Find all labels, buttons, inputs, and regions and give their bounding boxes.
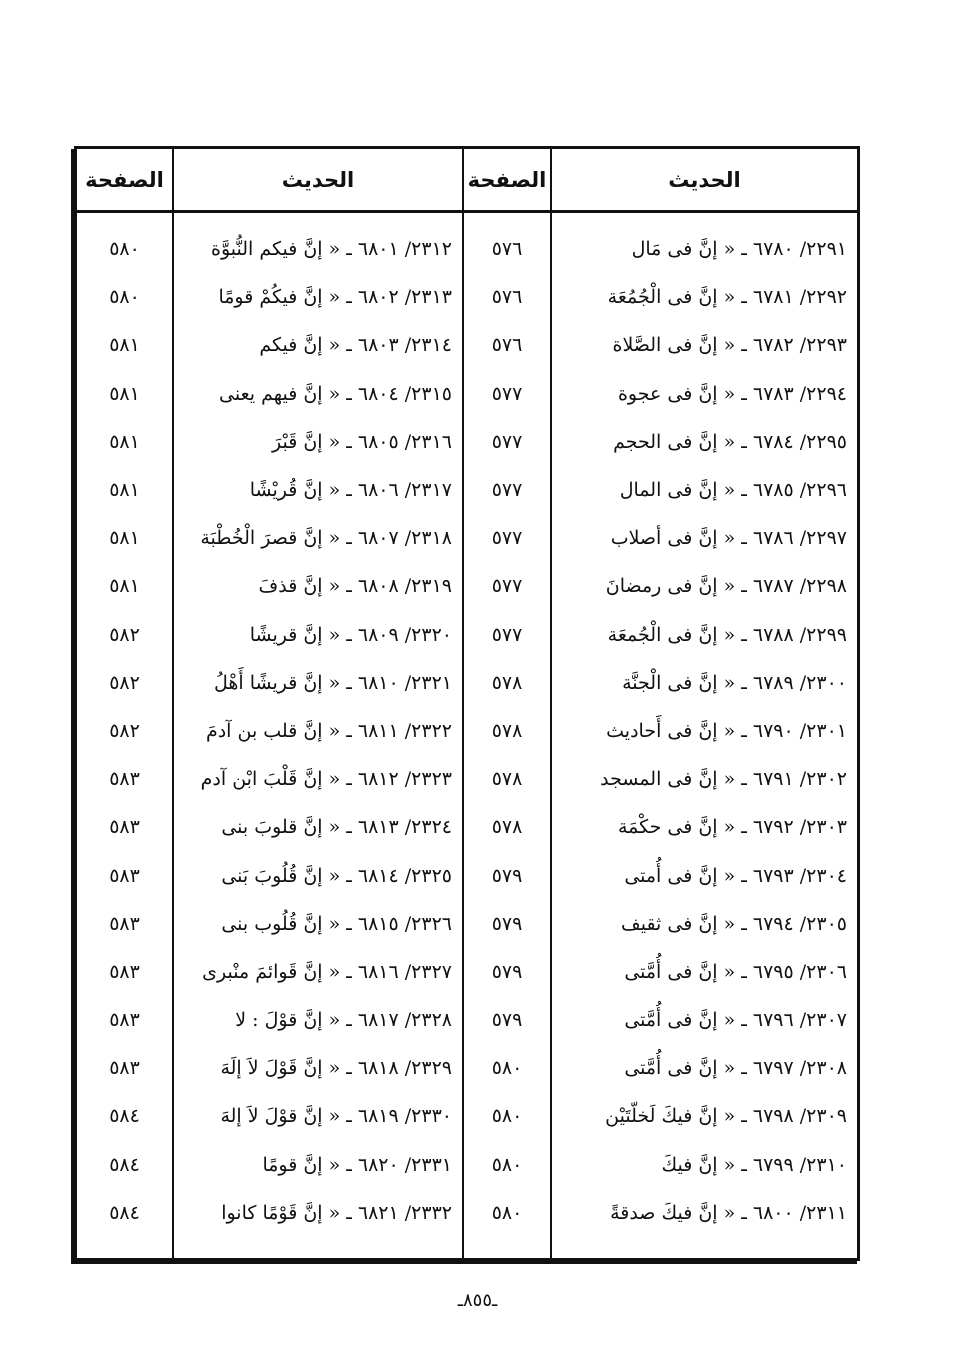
page-ref: ٥٧٩ (491, 1009, 523, 1032)
page-ref: ٥٨٤ (109, 1105, 140, 1128)
page-ref: ٥٨١ (109, 382, 140, 405)
hadith-entry: ٢٣٣١/ ٦٨٢٠ ـ « إنَّ قومًا (262, 1153, 452, 1176)
hadith-entry: ٢٣١٥/ ٦٨٠٤ ـ « إنَّ فيهم يعنى (219, 382, 452, 405)
hadith-entry: ٢٣٢٩/ ٦٨١٨ ـ « إنَّ قَوْلَ لاَ إلَهَ (220, 1057, 452, 1080)
hadith-entry: ٢٣٢٠/ ٦٨٠٩ ـ « إنَّ قريشًا (249, 623, 452, 646)
page-ref: ٥٧٦ (491, 334, 523, 357)
page-ref: ٥٨٣ (109, 912, 140, 935)
hadith-entry: ٢٢٩٨/ ٦٧٨٧ ـ « إنَّ فى رمضانَ (605, 575, 847, 598)
hadith-entry: ٢٣٠٧/ ٦٧٩٦ ـ « إنَّ فى أُمَّتى (624, 1009, 847, 1032)
hadith-entry: ٢٣٢٣/ ٦٨١٢ ـ « إنَّ قَلْبَ ابْن آدم (200, 768, 452, 791)
page-ref: ٥٨٣ (109, 960, 140, 983)
header-hadith-left: الحديث (172, 149, 462, 213)
page-ref: ٥٧٨ (491, 671, 523, 694)
hadith-entry: ٢٣٠٥/ ٦٧٩٤ ـ « إنَّ فى ثقيف (621, 912, 847, 935)
hadith-entry: ٢٢٩٧/ ٦٧٨٦ ـ « إنَّ فى أصلاب (610, 527, 847, 550)
page-ref: ٥٨٠ (491, 1057, 523, 1080)
page-ref: ٥٨٣ (109, 1009, 140, 1032)
hadith-entry: ٢٣١٩/ ٦٨٠٨ ـ « إنَّ قذفَ (258, 575, 452, 598)
hadith-entry: ٢٣٣٠/ ٦٨١٩ ـ « إنَّ قوْلَ لاَ إلهَ (220, 1105, 452, 1128)
page-ref: ٥٧٩ (491, 960, 523, 983)
page-ref: ٥٧٩ (491, 864, 523, 887)
page-ref: ٥٧٨ (491, 719, 523, 742)
page-ref: ٥٨٢ (109, 719, 140, 742)
hadith-entry: ٢٣١٠/ ٦٧٩٩ ـ « إنَّ فيكَ (661, 1153, 847, 1176)
page-column-left (77, 213, 172, 1258)
hadith-entry: ٢٣٠٣/ ٦٧٩٢ ـ « إنَّ فى حكْمَة (617, 816, 847, 839)
page-ref: ٥٧٧ (491, 575, 523, 598)
page-ref: ٥٨٣ (109, 1057, 140, 1080)
hadith-entry: ٢٣٠٦/ ٦٧٩٥ ـ « إنَّ فى أُمَّتى (624, 960, 847, 983)
hadith-entry: ٢٢٩٥/ ٦٧٨٤ ـ « إنَّ فى الحجم (613, 430, 847, 453)
page-ref: ٥٨١ (109, 527, 140, 550)
hadith-entry: ٢٢٩٩/ ٦٧٨٨ ـ « إنَّ فى الْجُمعَة (607, 623, 847, 646)
page-ref: ٥٧٧ (491, 479, 523, 502)
page-ref: ٥٧٧ (491, 430, 523, 453)
hadith-entry: ٢٣١٤/ ٦٨٠٣ ـ « إنَّ فيكم (259, 334, 452, 357)
index-table (74, 146, 860, 1261)
page-ref: ٥٨١ (109, 479, 140, 502)
hadith-entry: ٢٣٠٠/ ٦٧٨٩ ـ « إنَّ فى الْجنَّة (622, 671, 847, 694)
hadith-entry: ٢٣١١/ ٦٨٠٠ ـ « إنَّ فيكَ صدقةً (610, 1201, 847, 1224)
page-ref: ٥٨٣ (109, 768, 140, 791)
hadith-entry: ٢٣٠١/ ٦٧٩٠ ـ « إنَّ فى أَحاديث (606, 719, 847, 742)
hadith-entry: ٢٣٠٩/ ٦٧٩٨ ـ « إنَّ فيكَ لَخلّتَيْن (605, 1105, 847, 1128)
page-ref: ٥٨٠ (491, 1153, 523, 1176)
hadith-entry: ٢٢٩٢/ ٦٧٨١ ـ « إنَّ فى الْجُمُعَة (607, 286, 847, 309)
page-ref: ٥٧٨ (491, 768, 523, 791)
hadith-entry: ٢٣٠٢/ ٦٧٩١ ـ « إنَّ فى المسجد (600, 768, 847, 791)
page-ref: ٥٨٠ (109, 286, 140, 309)
hadith-entry: ٢٢٩٣/ ٦٧٨٢ ـ « إنَّ فى الصَّلاة (612, 334, 847, 357)
page-ref: ٥٨٢ (109, 671, 140, 694)
hadith-entry: ٢٣٢٨/ ٦٨١٧ ـ « إنَّ قوْلَ : لا (235, 1009, 452, 1032)
hadith-entry: ٢٣١٧/ ٦٨٠٦ ـ « إنَّ قُريْشًا (249, 479, 452, 502)
header-page-left: الصفحة (77, 149, 172, 213)
page-ref: ٥٨٢ (109, 623, 140, 646)
page-ref: ٥٨٠ (109, 238, 140, 261)
hadith-entry: ٢٣٢٢/ ٦٨١١ ـ « إنَّ قلب بن آدمَ (205, 719, 452, 742)
page-ref: ٥٧٧ (491, 623, 523, 646)
hadith-column-right (550, 213, 857, 1258)
page-ref: ٥٨٠ (491, 1105, 523, 1128)
page-ref: ٥٨٠ (491, 1201, 523, 1224)
page-ref: ٥٨١ (109, 575, 140, 598)
hadith-entry: ٢٣١٢/ ٦٨٠١ ـ « إنَّ فيكم النُّبوَّة (211, 238, 452, 261)
hadith-entry: ٢٣٢٧/ ٦٨١٦ ـ « إنَّ قَوائمَ منْبرى (202, 960, 452, 983)
hadith-entry: ٢٢٩٦/ ٦٧٨٥ ـ « إنَّ فى المال (619, 479, 847, 502)
page-ref: ٥٧٩ (491, 912, 523, 935)
page-column-right (462, 213, 550, 1258)
hadith-entry: ٢٣١٨/ ٦٨٠٧ ـ « إنَّ قصرَ الْخُطْبَة (200, 527, 452, 550)
hadith-entry: ٢٣٢٥/ ٦٨١٤ ـ « إنَّ قُلُوبَ بَنى (221, 864, 452, 887)
page-number: ـ٨٥٥ـ (457, 1290, 498, 1311)
hadith-entry: ٢٣١٣/ ٦٨٠٢ ـ « إنَّ فيكُمْ قومًا (218, 286, 452, 309)
page-ref: ٥٨٣ (109, 864, 140, 887)
header-hadith-right: الحديث (550, 149, 857, 213)
page-ref: ٥٧٧ (491, 382, 523, 405)
header-page-right: الصفحة (462, 149, 550, 213)
hadith-column-left (172, 213, 462, 1258)
page-ref: ٥٨٤ (109, 1201, 140, 1224)
page-ref: ٥٨١ (109, 430, 140, 453)
page-ref: ٥٧٦ (491, 238, 523, 261)
page-ref: ٥٧٧ (491, 527, 523, 550)
hadith-entry: ٢٣٢١/ ٦٨١٠ ـ « إنَّ قريشًا أَهْلُ (213, 671, 452, 694)
hadith-entry: ٢٢٩٤/ ٦٧٨٣ ـ « إنَّ فى عجوة (617, 382, 847, 405)
hadith-entry: ٢٣٢٤/ ٦٨١٣ ـ « إنَّ قلوبَ بنى (221, 816, 452, 839)
page-ref: ٥٧٨ (491, 816, 523, 839)
hadith-entry: ٢٣١٦/ ٦٨٠٥ ـ « إنَّ قَبْرَ (272, 430, 452, 453)
hadith-entry: ٢٣٣٢/ ٦٨٢١ ـ « إنَّ قَوْمًا كانوا (221, 1201, 452, 1224)
hadith-entry: ٢٣٠٨/ ٦٧٩٧ ـ « إنَّ فى أُمَّتى (624, 1057, 847, 1080)
page-ref: ٥٧٦ (491, 286, 523, 309)
page-ref: ٥٨٤ (109, 1153, 140, 1176)
hadith-entry: ٢٣٠٤/ ٦٧٩٣ ـ « إنَّ فى أُمتى (624, 864, 847, 887)
hadith-entry: ٢٢٩١/ ٦٧٨٠ ـ « إنَّ فى مَال (631, 238, 847, 261)
page-ref: ٥٨٣ (109, 816, 140, 839)
page-ref: ٥٨١ (109, 334, 140, 357)
hadith-entry: ٢٣٢٦/ ٦٨١٥ ـ « إنَّ قُلُوب بنى (221, 912, 452, 935)
